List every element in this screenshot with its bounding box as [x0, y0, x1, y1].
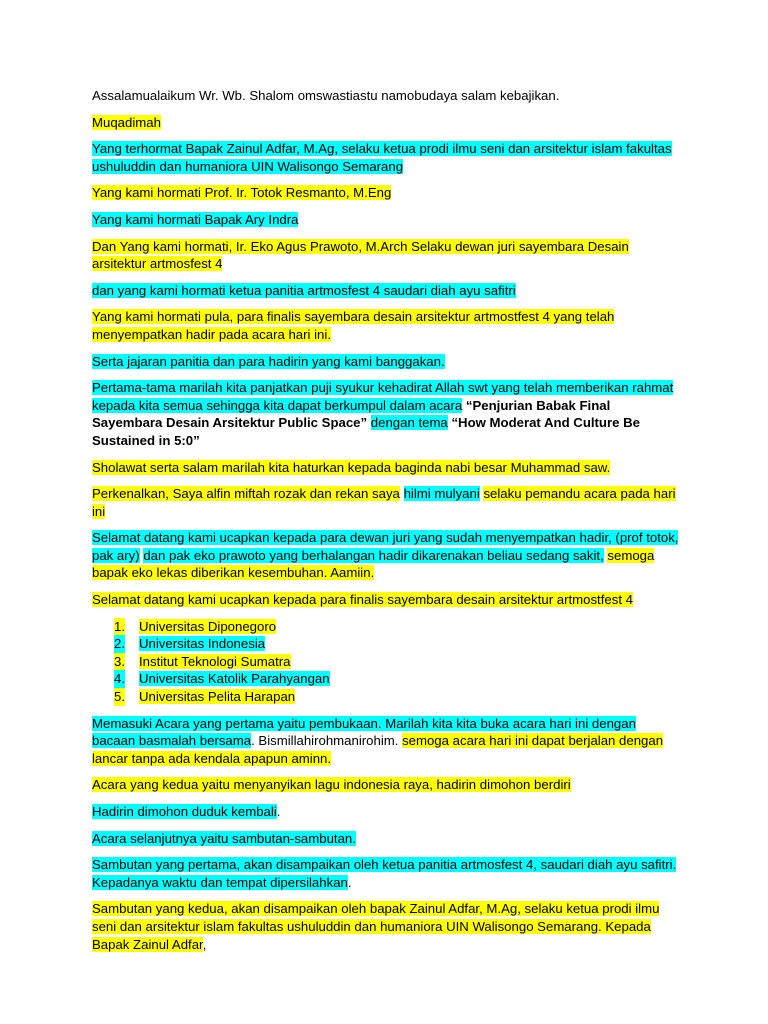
- highlighted-text: Selamat datang kami ucapkan kepada para finalis sayembara desain arsitektur artmostfest 4: [92, 592, 633, 608]
- paragraph: [92, 830, 680, 848]
- text-run: [400, 486, 404, 501]
- document-body-agenda: [92, 715, 680, 954]
- finalist-item: [92, 653, 680, 671]
- paragraph: [92, 211, 680, 229]
- text-run: . Bismillahirohmanirohim.: [251, 733, 403, 749]
- finalist-name: Universitas Indonesia: [139, 636, 266, 652]
- paragraph: [92, 140, 680, 175]
- highlighted-text: Sambutan yang kedua, akan disampaikan oleh bapak Zainul Adfar, M.Ag, selaku ketua prodi ilmu seni dan arsitektur islam fakultas ushuluddin dan humaniora UIN Walisongo Semarang. Kepada Bapak Zainul Adfar: [92, 901, 660, 952]
- highlighted-text: Yang kami hormati Bapak Ary Indra: [92, 211, 299, 227]
- paragraph: [92, 353, 680, 371]
- text-run: .: [276, 804, 281, 819]
- finalist-name: Universitas Katolik Parahyangan: [139, 671, 330, 687]
- text-run: .: [347, 874, 352, 890]
- paragraph: [92, 87, 680, 105]
- highlighted-text: Perkenalkan, Saya alfin miftah rozak dan rekan saya: [92, 486, 400, 502]
- highlighted-text: Dan Yang kami hormati, Ir. Eko Agus Prawoto, M.Arch Selaku dewan juri sayembara Desain arsitektur artmosfest 4: [92, 238, 629, 272]
- document-body-intro: [92, 87, 680, 609]
- text-run: “How Moderat And Culture Be Sustained in 5:0”: [92, 415, 640, 448]
- highlighted-text: Serta jajaran panitia dan para hadirin yang kami banggakan.: [92, 353, 445, 369]
- highlighted-text: Selamat datang kami ucapkan kepada para dewan juri yang sudah menyempatkan hadir, (prof totok, pak ary): [92, 530, 679, 563]
- highlighted-text: semoga bapak eko lekas diberikan kesembuhan. Aamiin.: [92, 547, 655, 581]
- highlighted-text: Memasuki Acara yang pertama yaitu pembukaan. Marilah kita kita buka acara hari ini dengan bacaan basmalah bersama: [92, 715, 636, 749]
- highlighted-text: Pertama-tama marilah kita panjatkan puji syukur kehadirat Allah swt yang telah memberikan rahmat kepada kita semua sehingga kita dapat berkumpul dalam acara: [92, 380, 674, 413]
- finalist-item: [92, 635, 680, 653]
- finalist-item: [92, 618, 680, 636]
- highlighted-text: dan pak eko prawoto yang berhalangan hadir dikarenakan beliau sedang sakit,: [143, 547, 604, 563]
- highlighted-text: Sambutan yang pertama, akan disampaikan oleh ketua panitia artmosfest 4, saudari diah ayu safitri. Kepadanya waktu dan tempat dipersilahkan: [92, 857, 677, 890]
- paragraph: [92, 900, 680, 953]
- highlighted-text: dengan tema: [370, 415, 448, 431]
- paragraph: [92, 459, 680, 477]
- text-run: ,: [202, 936, 207, 952]
- highlighted-text: Acara selanjutnya yaitu sambutan-sambutan.: [92, 830, 356, 846]
- paragraph: [92, 379, 680, 449]
- finalist-name: Universitas Pelita Harapan: [139, 689, 296, 705]
- highlighted-text: Yang kami hormati Prof. Ir. Totok Resmanto, M.Eng: [92, 185, 392, 201]
- paragraph: [92, 485, 680, 520]
- highlighted-text: Hadirin dimohon duduk kembali: [92, 804, 277, 819]
- finalist-list: [92, 618, 680, 706]
- list-number: 5.: [114, 689, 125, 705]
- finalist-name: Universitas Diponegoro: [139, 618, 277, 634]
- highlighted-text: Muqadimah: [92, 114, 161, 130]
- paragraph: [92, 238, 680, 273]
- finalist-item: [92, 688, 680, 706]
- highlighted-text: hilmi mulyani: [403, 486, 480, 502]
- highlighted-text: Sholawat serta salam marilah kita haturkan kepada baginda nabi besar Muhammad saw.: [92, 459, 611, 475]
- paragraph: [92, 114, 680, 132]
- text-run: Assalamualaikum Wr. Wb. Shalom omswastiastu namobudaya salam kebajikan.: [92, 88, 560, 103]
- paragraph: [92, 856, 680, 891]
- highlighted-text: semoga acara hari ini dapat berjalan dengan lancar tanpa ada kendala apapun aminn.: [92, 733, 664, 766]
- paragraph: [92, 803, 680, 821]
- finalist-item: [92, 670, 680, 688]
- paragraph: [92, 184, 680, 202]
- paragraph: [92, 308, 680, 343]
- finalist-name: Institut Teknologi Sumatra: [139, 653, 291, 669]
- paragraph: [92, 776, 680, 794]
- highlighted-text: Yang kami hormati pula, para finalis sayembara desain arsitektur artmostfest 4 yang telah menyempatkan hadir pada acara hari ini.: [92, 309, 615, 342]
- list-number: 2.: [114, 636, 125, 652]
- list-number: 4.: [114, 671, 125, 687]
- paragraph: [92, 529, 680, 582]
- text-run: “Penjurian Babak Final Sayembara Desain Arsitektur Public Space”: [92, 397, 611, 431]
- list-number: 3.: [114, 653, 125, 669]
- highlighted-text: Yang terhormat Bapak Zainul Adfar, M.Ag, selaku ketua prodi ilmu seni dan arsitektur islam fakultas ushuluddin dan humaniora UIN Walisongo Semarang: [92, 141, 672, 174]
- highlighted-text: selaku pemandu acara pada hari ini: [92, 486, 676, 519]
- paragraph: [92, 282, 680, 300]
- highlighted-text: dan yang kami hormati ketua panitia artmosfest 4 saudari diah ayu safitri: [92, 282, 516, 298]
- list-number: 1.: [114, 618, 125, 634]
- paragraph: [92, 591, 680, 609]
- paragraph: [92, 715, 680, 768]
- highlighted-text: Acara yang kedua yaitu menyanyikan lagu indonesia raya, hadirin dimohon berdiri: [92, 777, 571, 793]
